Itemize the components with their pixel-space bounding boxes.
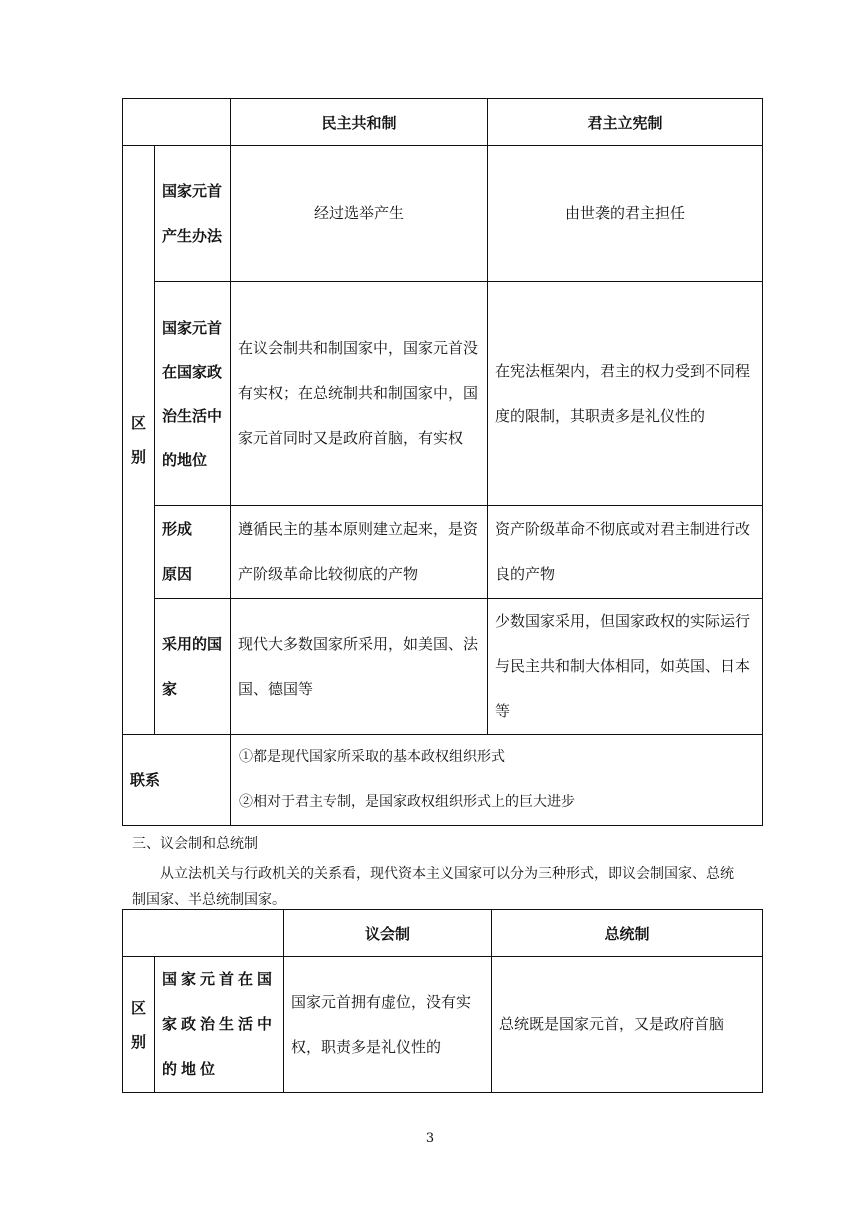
table1-row3-label-text: 形成原因 bbox=[162, 520, 193, 583]
table2-group-label-text: 区别 bbox=[130, 998, 146, 1051]
intro-paragraph: 从立法机关与行政机关的关系看，现代资本主义国家可以分为三种形式，即议会制国家、总统制国家、半总统制国家。 bbox=[132, 866, 734, 908]
table1-header-democratic-republic: 民主共和制 bbox=[231, 99, 488, 146]
table1-relation-item-2: ②相对于君主专制，是国家政权组织形式上的巨大进步 bbox=[239, 794, 575, 810]
table2-row1-label bbox=[155, 957, 284, 1093]
table2-row1-col2: 总统既是国家元首，又是政府首脑 bbox=[492, 957, 763, 1093]
table2-header-parliamentary: 议会制 bbox=[284, 910, 492, 957]
table2-row1-label-text: 国家元首在国家政治生活中的地位 bbox=[162, 970, 277, 1078]
table1-row2-label bbox=[155, 282, 231, 506]
table1-row2-col2: 在宪法框架内，君主的权力受到不同程度的限制，其职责多是礼仪性的 bbox=[488, 282, 763, 506]
table1-row2-label-text: 国家元首在国家政治生活中的地位 bbox=[162, 318, 223, 469]
table2-header-empty bbox=[123, 910, 284, 957]
table1-row4-col2: 少数国家采用，但国家政权的实际运行与民主共和制大体相同，如英国、日本等 bbox=[488, 599, 763, 735]
table1-row1-label bbox=[155, 146, 231, 282]
table1-row4-col1: 现代大多数国家所采用，如美国、法国、德国等 bbox=[231, 599, 488, 735]
table1-group-label-text: 区别 bbox=[130, 414, 146, 466]
page-number: 3 bbox=[425, 1131, 435, 1146]
table1-row4-label-text: 采用的国家 bbox=[162, 634, 223, 698]
table1-row2-col1: 在议会制共和制国家中，国家元首没有实权；在总统制共和制国家中，国家元首同时又是政府首脑，有实权 bbox=[231, 282, 488, 506]
table1-header-constitutional-monarchy: 君主立宪制 bbox=[488, 99, 763, 146]
table1-relation-cell bbox=[231, 735, 763, 826]
table2-group-label bbox=[123, 957, 155, 1093]
table1-row1-col2: 由世袭的君主担任 bbox=[488, 146, 763, 282]
table1-row3-col2: 资产阶级革命不彻底或对君主制进行改良的产物 bbox=[488, 506, 763, 599]
section-title: 三、议会制和总统制 bbox=[132, 836, 258, 852]
comparison-table-2 bbox=[122, 909, 763, 1093]
table1-header-empty bbox=[123, 99, 231, 146]
table1-row3-label bbox=[155, 506, 231, 599]
table1-row1-col1: 经过选举产生 bbox=[231, 146, 488, 282]
table1-row3-col1: 遵循民主的基本原则建立起来，是资产阶级革命比较彻底的产物 bbox=[231, 506, 488, 599]
table2-row1-col1: 国家元首拥有虚位，没有实权，职责多是礼仪性的 bbox=[284, 957, 492, 1093]
table2-header-presidential: 总统制 bbox=[492, 910, 763, 957]
table1-row4-label bbox=[155, 599, 231, 735]
comparison-table-1 bbox=[122, 98, 763, 826]
table1-relation-label: 联系 bbox=[123, 735, 231, 826]
table1-relation-item-1: ①都是现代国家所采取的基本政权组织形式 bbox=[239, 749, 505, 765]
table1-group-label bbox=[123, 146, 155, 735]
table1-row1-label-text: 国家元首产生办法 bbox=[162, 181, 223, 245]
